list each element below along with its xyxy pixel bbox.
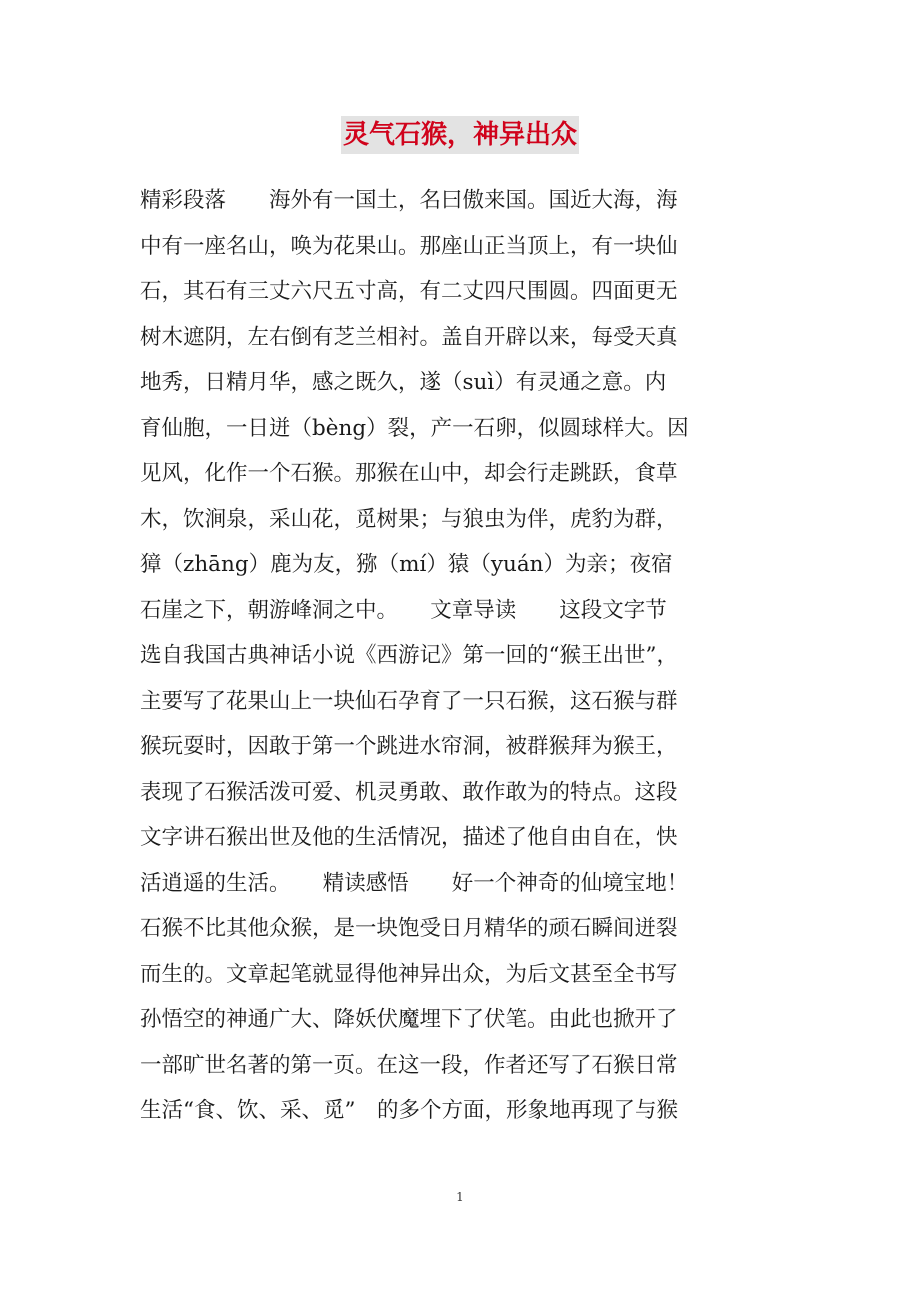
text-line: 精彩段落 海外有一国土，名曰傲来国。国近大海，海 <box>140 188 678 213</box>
body-text <box>140 178 780 1134</box>
text-line: 育仙胞，一日迸（bèng）裂，产一石卵，似圆球样大。因 <box>140 415 689 441</box>
text-line: 石，其石有三丈六尺五寸高，有二丈四尺围圆。四面更无 <box>140 279 678 304</box>
text-line: 活逍遥的生活。 精读感悟 好一个神奇的仙境宝地！ <box>140 870 689 896</box>
text-line: 孙悟空的神通广大、降妖伏魔埋下了伏笔。由此也掀开了 <box>140 1007 678 1032</box>
text-line: 獐（zhāng）鹿为友，猕（mí）猿（yuán）为亲；夜宿 <box>140 552 673 577</box>
text-line: 文字讲石猴出世及他的生活情况，描述了他自由自在，快 <box>140 825 678 850</box>
document-title: 灵气石猴，神异出众 <box>341 116 579 154</box>
text-line: 主要写了花果山上一块仙石孕育了一只石猴，这石猴与群 <box>140 688 678 714</box>
text-line: 石崖之下，朝游峰洞之中。 文章导读 这段文字节 <box>140 597 667 623</box>
text-line: 生活“食、饮、采、觅” 的多个方面，形象地再现了与猴 <box>140 1098 678 1123</box>
text-line: 石猴不比其他众猴，是一块饱受日月精华的顽石瞬间迸裂 <box>140 916 678 941</box>
text-line: 中有一座名山，唤为花果山。那座山正当顶上，有一块仙 <box>140 233 678 259</box>
text-line: 地秀，日精月华，感之既久，遂（suì）有灵通之意。内 <box>140 370 667 395</box>
title-container <box>0 116 920 154</box>
text-line: 木，饮涧泉，采山花，觅树果；与狼虫为伴，虎豹为群， <box>140 506 678 532</box>
text-line: 选自我国古典神话小说《西游记》第一回的“猴王出世”， <box>140 643 678 668</box>
page-number: 1 <box>456 1190 464 1204</box>
text-line: 见风，化作一个石猴。那猴在山中，却会行走跳跃，食草 <box>140 461 678 486</box>
text-line: 树木遮阴，左右倒有芝兰相衬。盖自开辟以来，每受天真 <box>140 324 678 350</box>
text-line: 表现了石猴活泼可爱、机灵勇敢、敢作敢为的特点。这段 <box>140 779 678 805</box>
text-line: 而生的。文章起笔就显得他神异出众，为后文甚至全书写 <box>140 961 678 987</box>
text-line: 猴玩耍时，因敢于第一个跳进水帘洞，被群猴拜为猴王， <box>140 734 678 759</box>
text-line: 一部旷世名著的第一页。在这一段，作者还写了石猴日常 <box>140 1052 678 1078</box>
